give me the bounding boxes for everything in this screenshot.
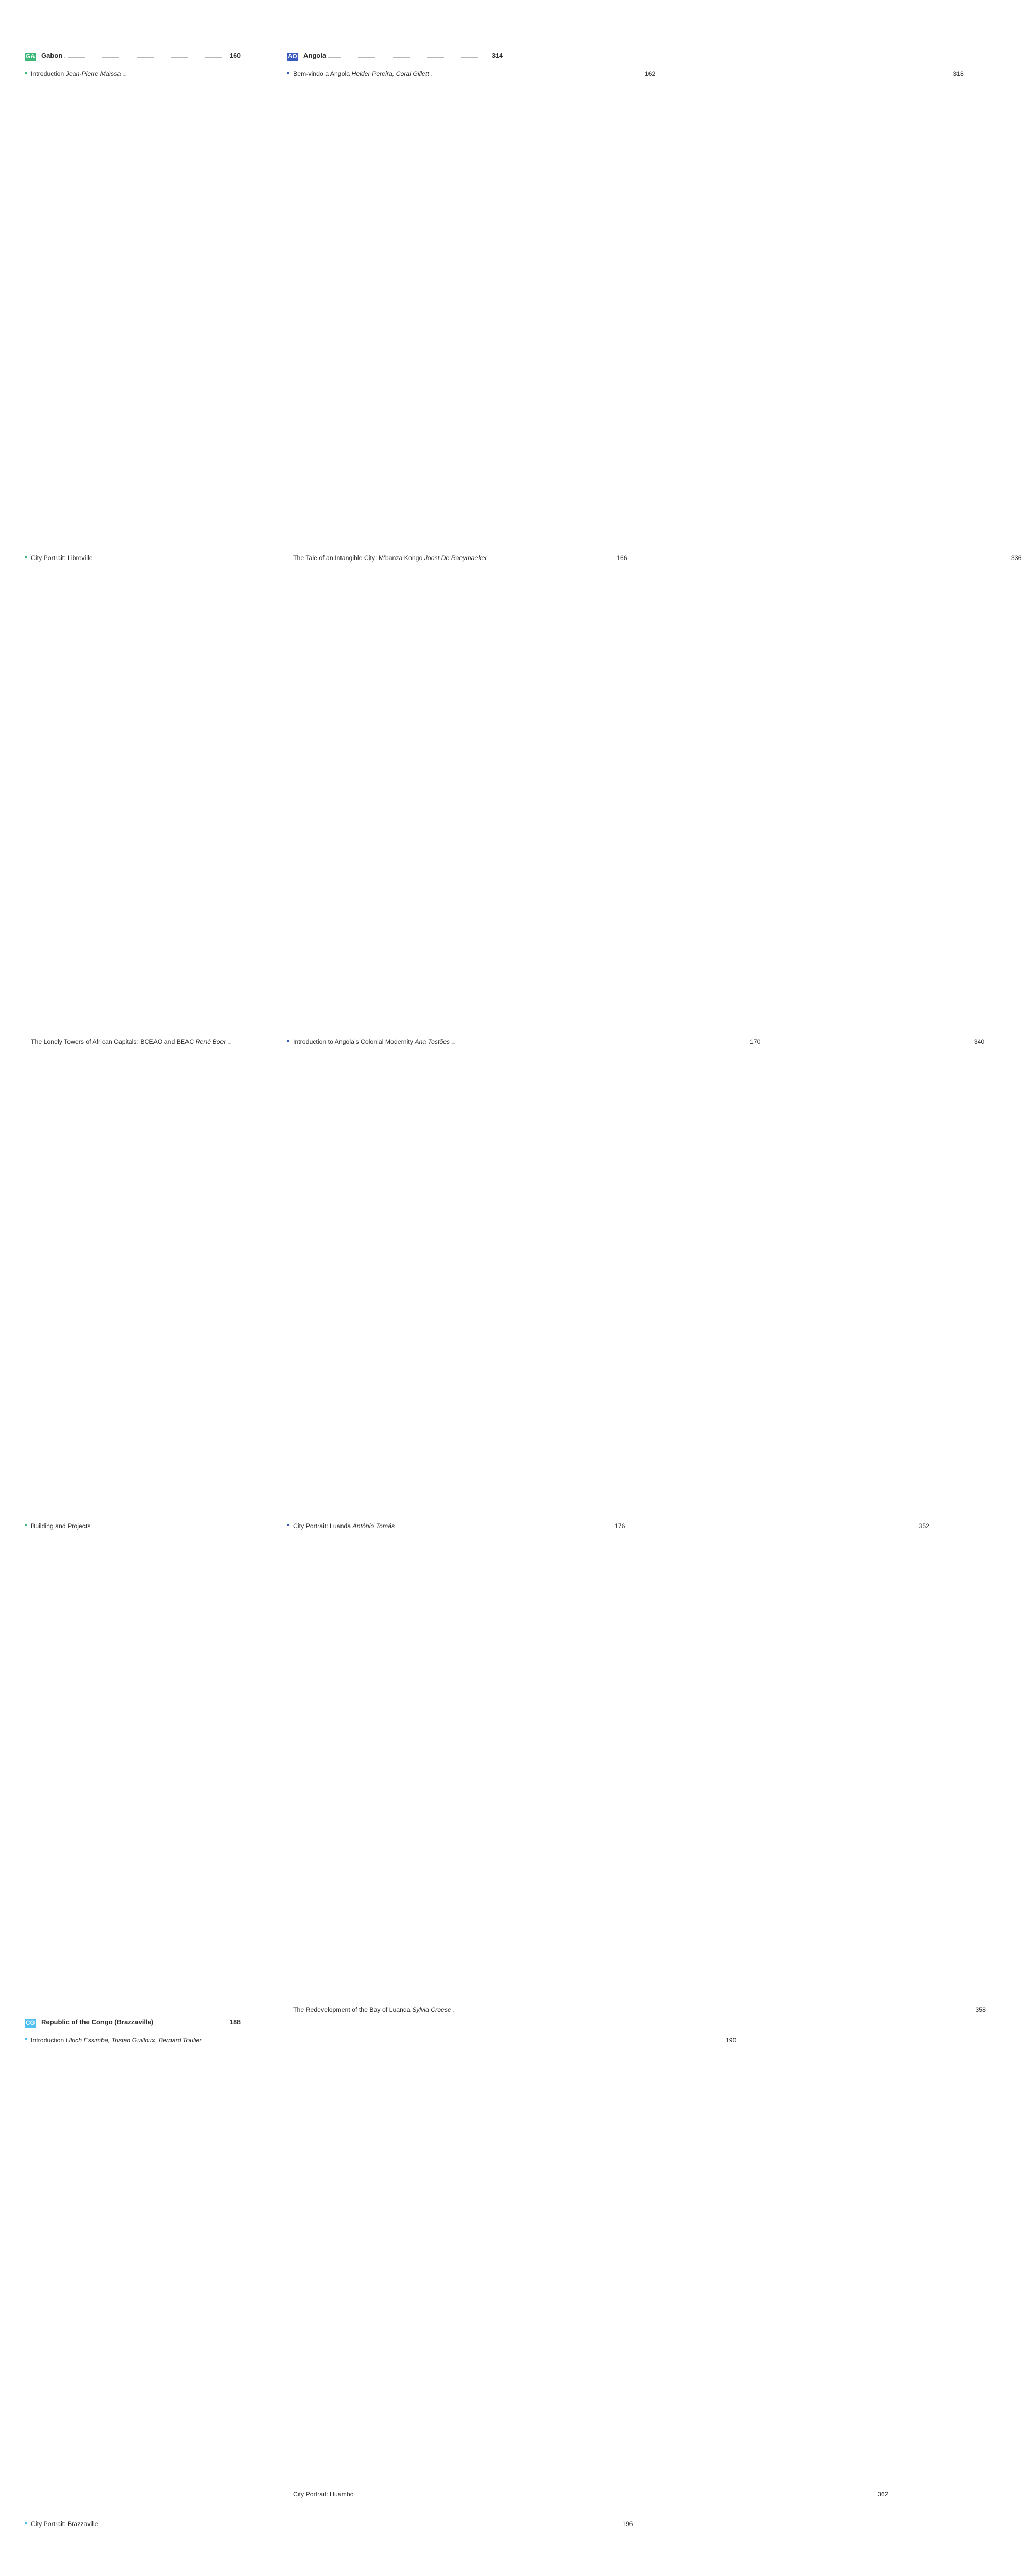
toc-entry-page-number: 336 xyxy=(494,554,1021,1037)
bullet-icon xyxy=(287,70,293,76)
toc-entry-title: Bem-vindo a Angola xyxy=(293,70,351,77)
toc-entry-page-number: 358 xyxy=(458,2006,986,2488)
leader-dots xyxy=(431,75,434,76)
section-title: Angola xyxy=(298,52,326,59)
toc-entry-title: The Redevelopment of the Bay of Luanda xyxy=(293,2006,412,2013)
toc-entry[interactable] xyxy=(25,70,241,552)
toc-entry-author: António Tomás xyxy=(353,1522,395,1530)
bullet-icon xyxy=(25,2520,31,2527)
toc-entry-page-number: 340 xyxy=(457,1038,984,1520)
toc-entry-author: Joost De Raeymaeker xyxy=(424,554,487,562)
toc-entry-author: Ana Tostões xyxy=(415,1038,450,1045)
toc-entry-page-number: 162 xyxy=(128,70,655,552)
toc-entry-page-number: 362 xyxy=(361,2490,889,2576)
bullet-icon xyxy=(287,1038,293,1044)
toc-entry[interactable] xyxy=(25,554,241,1037)
toc-page xyxy=(0,0,527,482)
section-header xyxy=(287,52,503,61)
section-page-number: 188 xyxy=(227,2019,241,2026)
bullet-icon xyxy=(287,1522,293,1529)
toc-entry[interactable] xyxy=(25,2520,241,2576)
toc-entry-list xyxy=(287,70,503,2576)
leader-dots xyxy=(64,57,225,58)
toc-entry-title: City Portrait: Brazzaville xyxy=(31,2520,98,2528)
leader-dots xyxy=(228,1043,231,1044)
toc-entry-author: Ulrich Essimba, Tristan Guilloux, Bernard Toulier xyxy=(66,2037,202,2044)
toc-entry-title: Introduction xyxy=(31,70,66,77)
toc-entry-label xyxy=(31,1522,91,1530)
toc-entry-label xyxy=(31,70,121,77)
toc-entry-label xyxy=(31,2037,201,2044)
toc-entry-title: The Tale of an Intangible City: M’banza Kongo xyxy=(293,554,424,562)
toc-entry-page-number: 166 xyxy=(100,554,627,1037)
toc-entry-author: Jean-Pierre Maïssa xyxy=(66,70,121,77)
toc-entry-list xyxy=(25,2037,241,2576)
toc-columns xyxy=(0,52,527,2576)
toc-entry-label xyxy=(31,2520,98,2528)
section-page-number: 314 xyxy=(489,52,503,59)
section-page-number: 160 xyxy=(227,52,241,59)
toc-entry-label xyxy=(31,1038,226,1045)
toc-right-column xyxy=(264,52,527,2576)
toc-entry[interactable] xyxy=(25,2037,241,2519)
toc-entry[interactable] xyxy=(287,1522,503,2005)
leader-dots xyxy=(328,57,487,58)
toc-entry[interactable] xyxy=(287,554,503,1037)
toc-entry-label xyxy=(293,2006,451,2013)
toc-entry[interactable] xyxy=(287,2490,503,2576)
toc-entry-page-number: 318 xyxy=(436,70,964,552)
country-code-badge: GA xyxy=(25,53,36,61)
toc-entry-label xyxy=(293,1522,395,1530)
leader-dots xyxy=(453,2011,456,2012)
leader-dots xyxy=(452,1043,455,1044)
country-section xyxy=(25,52,241,2005)
toc-entry-label xyxy=(293,70,429,77)
toc-entry-author: Helder Pereira, Coral Gillett xyxy=(351,70,429,77)
country-section xyxy=(25,2018,241,2576)
bullet-icon xyxy=(25,554,31,561)
toc-entry[interactable] xyxy=(287,2006,503,2488)
bullet-icon xyxy=(25,70,31,76)
toc-entry-author: Sylvia Croese xyxy=(412,2006,451,2013)
toc-entry-title: Building and Projects xyxy=(31,1522,91,1530)
section-header xyxy=(25,52,241,61)
toc-entry-title: City Portrait: Huambo xyxy=(293,2490,354,2498)
toc-left-column xyxy=(0,52,264,2576)
toc-entry-page-number: 170 xyxy=(233,1038,760,1520)
toc-entry-title: The Lonely Towers of African Capitals: BCEAO and BEAC xyxy=(31,1038,196,1045)
toc-entry-title: Introduction xyxy=(31,2037,66,2044)
toc-entry-page-number: 176 xyxy=(98,1522,625,2005)
toc-entry-label xyxy=(31,554,93,562)
toc-entry-label xyxy=(293,1038,450,1045)
bullet-icon xyxy=(25,2037,31,2043)
section-title: Gabon xyxy=(36,52,62,59)
toc-entry[interactable] xyxy=(25,1522,241,2005)
toc-entry-title: Introduction to Angola’s Colonial Modernity xyxy=(293,1038,415,1045)
leader-dots xyxy=(123,75,126,76)
toc-entry-label xyxy=(293,554,487,562)
toc-entry[interactable] xyxy=(25,1038,241,1520)
bullet-icon xyxy=(25,1522,31,1529)
toc-entry-author: René Boer xyxy=(196,1038,226,1045)
toc-entry-title: City Portrait: Libreville xyxy=(31,554,93,562)
toc-entry[interactable] xyxy=(287,1038,503,1520)
toc-entry-page-number: 352 xyxy=(402,1522,929,2005)
toc-entry-page-number: 190 xyxy=(209,2037,736,2519)
section-header xyxy=(25,2018,241,2027)
section-title: Republic of the Congo (Brazzaville) xyxy=(36,2018,153,2026)
toc-entry-title: City Portrait: Luanda xyxy=(293,1522,353,1530)
country-section xyxy=(287,52,503,2576)
country-code-badge: CG xyxy=(25,2019,36,2028)
country-code-badge: AO xyxy=(287,53,298,61)
toc-entry-page-number: 196 xyxy=(106,2520,633,2576)
toc-entry[interactable] xyxy=(287,70,503,552)
toc-entry-list xyxy=(25,70,241,2005)
toc-entry-label xyxy=(293,2490,354,2498)
